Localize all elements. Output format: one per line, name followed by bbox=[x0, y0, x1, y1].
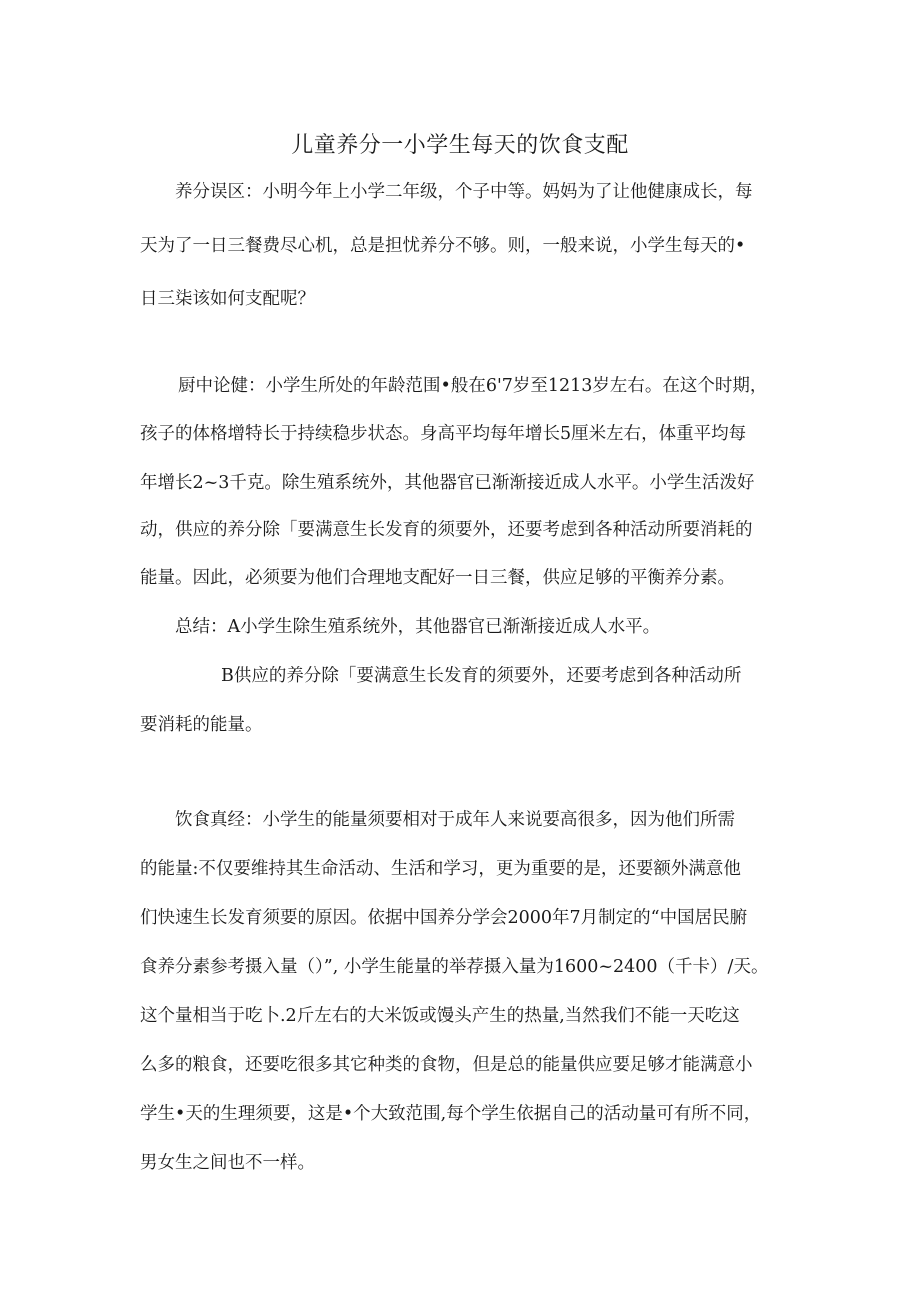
paragraph-line: 学生•天的生理须要，这是•个大致范围,每个学生依据自己的活动量可有所不同， bbox=[140, 1104, 762, 1124]
paragraph-line: 天为了一日三餐费尽心机，总是担忧养分不够。则，一般来说，小学生每天的• bbox=[140, 236, 746, 256]
paragraph-line: 这个量相当于吃卜.2斤左右的大米饭或馒头产生的热量,当然我们不能一天吃这 bbox=[140, 1006, 740, 1026]
paragraph-line: 养分误区：小明今年上小学二年级，个子中等。妈妈为了让他健康成长，每 bbox=[175, 182, 753, 202]
paragraph-line: 男女生之间也不一样。 bbox=[140, 1153, 315, 1173]
paragraph-line: 食养分素参考摄入量（）”, 小学生能量的举荐摄入量为1600~2400（千卡）/天。 bbox=[140, 957, 769, 977]
paragraph-line: 动，供应的养分除「要满意生长发育的须要外，还要考虑到各种活动所要消耗的 bbox=[140, 520, 753, 540]
summary-line-a: 总结：A小学生除生殖系统外，其他器官已渐渐接近成人水平。 bbox=[175, 617, 661, 637]
paragraph-line: 么多的粮食，还要吃很多其它种类的食物，但是总的能量供应要足够才能满意小 bbox=[140, 1055, 753, 1075]
page-title: 儿童养分一小学生每天的饮食支配 bbox=[291, 133, 629, 158]
paragraph-line: 能量。因此，必须要为他们合理地支配好一日三餐，供应足够的平衡养分素。 bbox=[140, 568, 735, 588]
paragraph-line: 饮食真经：小学生的能量须要相对于成年人来说要高很多，因为他们所需 bbox=[175, 810, 735, 830]
summary-line-b: B供应的养分除「要满意生长发育的须要外，还要考虑到各种活动所 bbox=[221, 666, 742, 686]
paragraph-line: 日三柒该如何支配呢？ bbox=[140, 289, 315, 309]
summary-line-b-cont: 要消耗的能量。 bbox=[140, 715, 263, 735]
paragraph-line: 厨中论健：小学生所处的年龄范围•般在6'7岁至1213岁左右。在这个时期， bbox=[178, 376, 768, 396]
paragraph-line: 年增长2~3千克。除生殖系统外，其他器官已渐渐接近成人水平。小学生活泼好 bbox=[140, 473, 755, 493]
paragraph-line: 的能量:不仅要维持其生命活动、生活和学习，更为重要的是，还要额外满意他 bbox=[140, 859, 741, 879]
paragraph-line: 孩子的体格增特长于持续稳步状态。身高平均每年增长5厘米左右，体重平均每 bbox=[140, 424, 747, 444]
paragraph-line: 们快速生长发育须要的原因。依据中国养分学会2000年7月制定的“中国居民腑 bbox=[140, 908, 748, 928]
